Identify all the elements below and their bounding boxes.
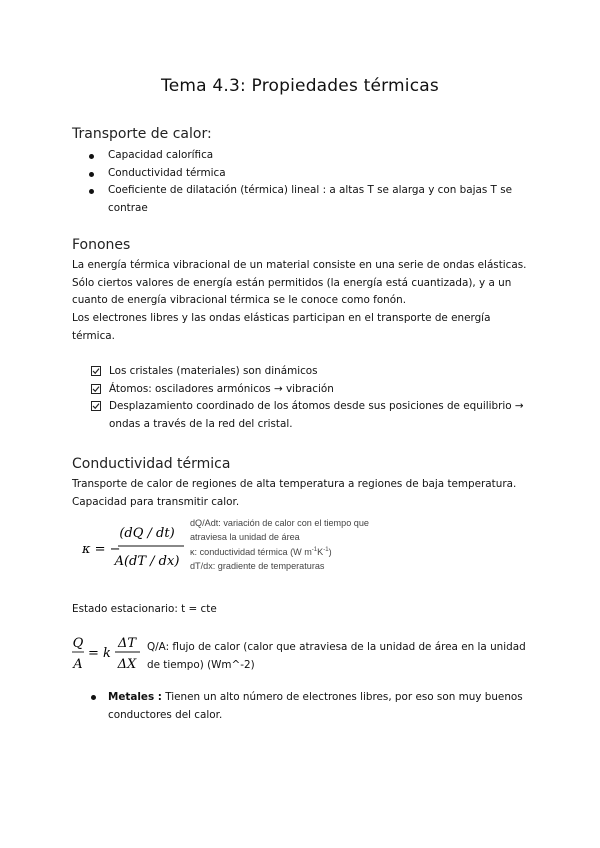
formula-eq: = k bbox=[88, 646, 111, 661]
checkbox-checked-icon bbox=[91, 366, 101, 376]
fonones-checklist bbox=[91, 363, 531, 433]
section-heading-fonones: Fonones bbox=[72, 237, 131, 253]
conductividad-paragraph: Transporte de calor de regiones de alta temperatura a regiones de baja temperatura. Capacidad para transmitir calor. bbox=[72, 478, 517, 508]
formula-denominator: A(dT / dx) bbox=[114, 554, 180, 569]
section-heading-conductividad: Conductividad térmica bbox=[72, 456, 231, 472]
formula-lhs: κ = − bbox=[82, 542, 121, 557]
legend-line: dT/dx: gradiente de temperaturas bbox=[190, 560, 325, 571]
formula-a: A bbox=[73, 657, 83, 672]
page-title: Tema 4.3: Propiedades térmicas bbox=[161, 76, 439, 96]
transporte-list bbox=[72, 147, 532, 217]
formula-numerator: (dQ / dt) bbox=[119, 526, 175, 541]
formula-legend bbox=[190, 517, 450, 573]
formula-delta-t: ΔT bbox=[117, 636, 137, 651]
legend-line: dQ/Adt: variación de calor con el tiempo que bbox=[190, 518, 369, 528]
conductivity-formula bbox=[80, 515, 190, 577]
fonones-paragraph: La energía térmica vibracional de un material consiste en una serie de ondas elásticas. Sólo ciertos valores de energía están permitidos (la energía está cuantizada), y a un cuanto de energía vibracional térmica se le conoce como fonón. bbox=[72, 259, 527, 306]
estado-estacionario: Estado estacionario: t = cte bbox=[72, 603, 217, 615]
checklist-item: Desplazamiento coordinado de los átomos desde sus posiciones de equilibrio → ondas a través de la red del cristal. bbox=[91, 398, 531, 433]
legend-line: κ: conductividad térmica (W $m^{-1}K^{-1}$) bbox=[190, 547, 332, 558]
checklist-item: Los cristales (materiales) son dinámicos bbox=[91, 363, 531, 381]
bullet-icon bbox=[89, 154, 94, 159]
list-item bbox=[90, 688, 540, 724]
checkbox-checked-icon bbox=[91, 384, 101, 394]
formula-q: Q bbox=[72, 636, 84, 651]
metales-text: Tienen un alto número de electrones libres, por eso son muy buenos conductores del calor. bbox=[108, 691, 523, 721]
section-heading-transporte: Transporte de calor: bbox=[72, 126, 212, 142]
bullet-icon bbox=[91, 695, 96, 700]
bullet-icon bbox=[89, 172, 94, 177]
metales-label: Metales : bbox=[108, 691, 162, 703]
heat-flux-description: Q/A: flujo de calor (calor que atraviesa de la unidad de área en la unidad de tiempo) (Wm^-2) bbox=[147, 641, 526, 671]
list-item: Capacidad calorífica bbox=[72, 147, 532, 165]
bullet-icon bbox=[89, 189, 94, 194]
checkbox-checked-icon bbox=[91, 401, 101, 411]
legend-line: atraviesa la unidad de área bbox=[190, 531, 300, 542]
fonones-paragraph-2: Los electrones libres y las ondas elásticas participan en el transporte de energía térmica. bbox=[72, 312, 491, 342]
formula-delta-x: ΔX bbox=[117, 657, 137, 672]
heat-flux-formula bbox=[70, 630, 146, 676]
list-item: Coeficiente de dilatación (térmica) lineal : a altas T se alarga y con bajas T se contrae bbox=[72, 182, 532, 217]
checklist-item: Átomos: osciladores armónicos → vibración bbox=[91, 381, 531, 399]
list-item: Conductividad térmica bbox=[72, 165, 532, 183]
metales-list bbox=[90, 688, 540, 724]
